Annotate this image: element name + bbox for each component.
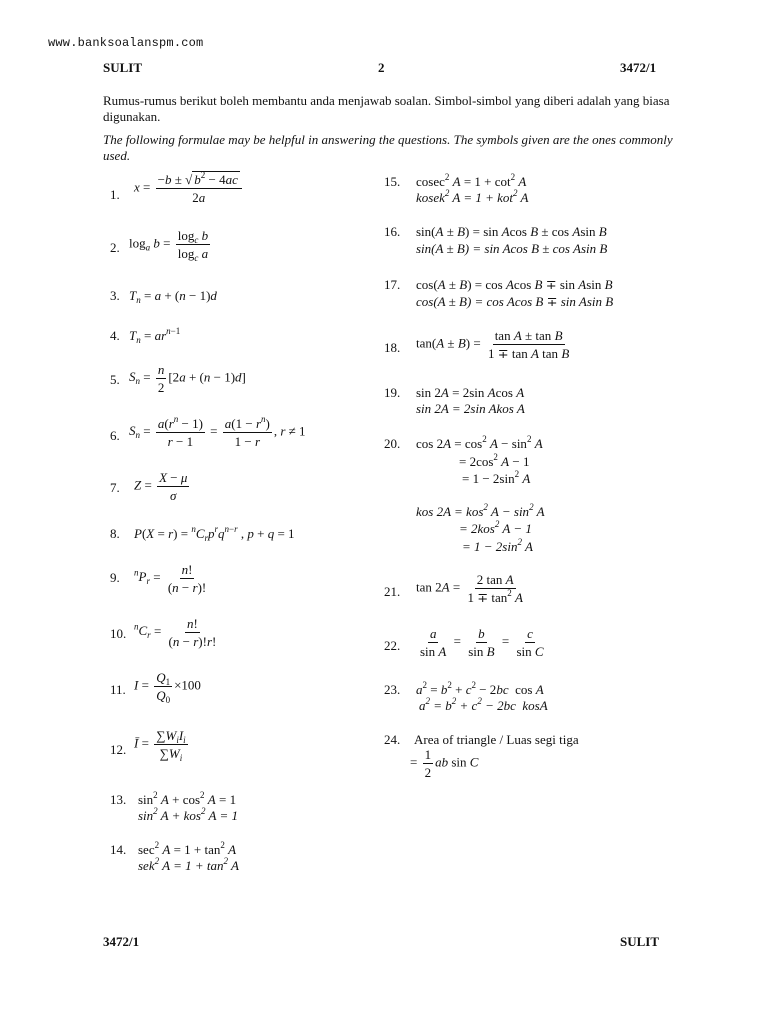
formula-number: 17. — [384, 277, 401, 292]
formula-number: 12. — [110, 742, 127, 757]
formula-number: 20. — [384, 436, 401, 451]
formula-cos-double-malay-3: = $1 - 2\sin^2$ A — [462, 537, 533, 554]
formula-area-triangle: = $\frac{1}{2}$ ab sin C — [410, 747, 479, 780]
formula-sine-rule: $\frac{a}{\text{sin A}}$ = $\frac{b}{\text{sin B}}$ = $\frac{c}{\text{sin C}}$ — [420, 626, 544, 659]
paper-code: 3472/1 — [620, 60, 657, 75]
formula-number: 14. — [110, 842, 127, 857]
formula-z-score: Z = $\frac{X - \mu}{\sigma}$ — [134, 470, 188, 503]
formula-number: 5. — [110, 372, 120, 387]
formula-combination: $^nC_r$ = $\frac{n!}{(n - r)!r!}$ — [134, 616, 217, 649]
formula-number: 10. — [110, 626, 127, 641]
formula-number: 7. — [110, 480, 120, 495]
formula-sin-sum-malay: sin(A ± B) = sin Acos B ± cos Asin B — [416, 241, 608, 256]
formula-number: 6. — [110, 428, 120, 443]
formula-sin-double-malay: sin 2A = 2sin Akos A — [416, 401, 525, 416]
formula-pythagorean-malay: $\sin^2 A + kos^2$ A = 1 — [138, 806, 238, 823]
formula-cos-double: $\cos 2A = \cos^2 A - \sin^2 A$ — [416, 434, 543, 451]
site-url: www.banksoalanspm.com — [48, 36, 204, 50]
intro-malay: Rumus-rumus berikut boleh membantu anda menjawab soalan. Simbol-simbol yang diberi adalah yang biasa digunakan. — [103, 93, 670, 124]
formula-pythagorean: $\sin^2 A + \cos^2 A = 1$ — [138, 790, 237, 807]
formula-number: 13. — [110, 792, 127, 807]
formula-cosine-rule: $a^2 = b^2 + c^2 - 2bc$ cos A — [416, 680, 544, 697]
formula-gp-sum: $S_n$ = $\frac{a(r^n - 1)}{r - 1}$ = $\frac{a(1 - r^n)}{1 - r}$ , r ≠ 1 — [129, 414, 306, 449]
formula-sec: $\sec^2 A = 1 + \tan^2 A$ — [138, 840, 237, 857]
formula-composite-index: Ī = $\frac{\sum W_iI_i}{\sum W_i}$ — [134, 728, 186, 763]
formula-number: 24. — [384, 732, 401, 747]
formula-sin-double: sin 2A = 2sin Acos A — [416, 385, 525, 400]
formula-index-number: I = $\frac{Q_1}{Q_0}$ ×100 — [134, 670, 201, 705]
formula-ap-sum: $S_n$ = $\frac{n}{2}$ [2a + (n − 1)d] — [129, 362, 246, 395]
formula-sin-sum: sin(A ± B) = sin Acos B ± cos Asin B — [416, 224, 607, 239]
formula-number: 2. — [110, 240, 120, 255]
formula-gp-term: $T_n = ar^{n-1}$ — [129, 326, 181, 345]
formula-cos-sum: cos(A ± B) = cos Acos B ∓ sin Asin B — [416, 277, 613, 292]
formula-cos-double-3: = $1 - 2\sin^2$ A — [462, 469, 531, 486]
formula-permutation: $^nP_r$ = $\frac{n!}{(n - r)!}$ — [134, 562, 207, 595]
formula-number: 4. — [110, 328, 120, 343]
formula-binomial: $P(X = r) = ^nC_rp^rq^{n-r}$ , p + q = 1 — [134, 524, 295, 543]
formula-number: 22. — [384, 638, 401, 653]
formula-cos-double-2: = $2\cos^2$ A − 1 — [459, 452, 530, 469]
formula-number: 1. — [110, 187, 120, 202]
formula-change-of-base: $\log_a b$ = $\frac{\log_c b}{\log_c a}$ — [129, 228, 209, 263]
formula-area-label: Area of triangle / Luas segi tiga — [414, 732, 579, 747]
formula-tan-double: tan 2A = $\frac{\text{2 tan A}}{1 \mp \tan^2 A}$ — [416, 572, 523, 605]
page-number: 2 — [378, 60, 385, 75]
footer-classification: SULIT — [620, 934, 660, 949]
formula-number: 16. — [384, 224, 401, 239]
formula-cos-double-malay: kos 2A = kos$^2$ $A - \sin^2 A$ — [416, 502, 545, 519]
formula-number: 3. — [110, 288, 120, 303]
formula-ap-term: $T_n = a + (n - 1)d$ — [129, 288, 217, 305]
formula-number: 9. — [110, 570, 120, 585]
formula-tan-sum: tan(A ± B) = $\frac{\text{tan A ± tan B}}{\text{1 ∓ tan A tan B}}$ — [416, 328, 570, 361]
formula-number: 19. — [384, 385, 401, 400]
intro-english: The following formulae may be helpful in answering the questions. The symbols given are the ones commonly used. — [103, 132, 673, 163]
formula-number: 8. — [110, 526, 120, 541]
formula-quadratic: x = $\frac{-b \pm √ b^2 - 4ac}{2a}$ — [134, 172, 244, 205]
formula-number: 18. — [384, 340, 401, 355]
formula-number: 11. — [110, 682, 126, 697]
formula-cosine-rule-malay: $a^2 = b^2 + c^2 - 2bc$ kosA — [419, 696, 548, 713]
formula-cosec: cosec$^2$ $A = 1 + \cot^2 A$ — [416, 172, 527, 189]
formula-number: 15. — [384, 174, 401, 189]
header-classification: SULIT — [103, 60, 143, 75]
formula-cos-sum-malay: cos(A ± B) = cos Acos B ∓ sin Asin B — [416, 294, 614, 309]
footer-paper-code: 3472/1 — [103, 934, 140, 949]
formula-sec-malay: sek$^2$ $A = 1 + \tan^2 A$ — [138, 856, 239, 873]
formula-cosec-malay: kosek$^2$ A = 1 + kot$^2$ A — [416, 188, 529, 205]
formula-number: 21. — [384, 584, 401, 599]
formula-cos-double-malay-2: = 2kos$^2$ A − 1 — [459, 519, 532, 536]
formula-number: 23. — [384, 682, 401, 697]
